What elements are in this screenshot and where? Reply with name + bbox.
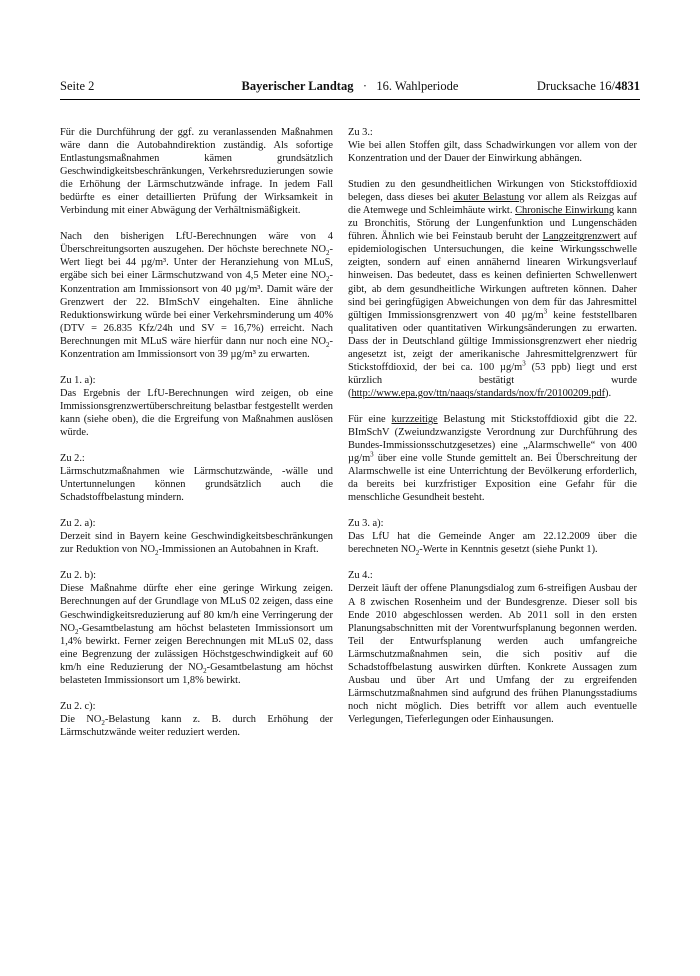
epa-link[interactable]: http://www.epa.gov/ttn/naaqs/standards/nox/fr/20100209.pdf	[351, 387, 606, 399]
answer-2b-title: Zu 2. b):	[60, 570, 97, 582]
term-chronische-einwirkung: Chronische Einwirkung	[515, 205, 615, 217]
left-column	[60, 126, 333, 752]
paragraph-short-term: Für eine kurzzeitige Belastung mit Stickstoffdioxid gibt die 22. BImSchV (Zweiundzwanzigste Verordnung zur Durchführung des Bundes-Immissionsschutzgesetzes) eine „Alarmschwelle“ von 400 $\mu g/m^3$ über eine volle Stunde gemittelt an. Bei Überschreitung der Alarmschwelle ist eine Unterrichtung der Bevölkerung erforderlich, da bereits bei kurzfristiger Exposition eine Gefahr für die menschliche Gesundheit besteht.	[348, 413, 638, 504]
answer-4-title: Zu 4.:	[348, 570, 373, 582]
answer-3a-title: Zu 3. a):	[348, 518, 384, 530]
answer-2b-text: Diese Maßnahme dürfte eher eine geringe Wirkung zeigen. Berechnungen auf der Grundlage von MLuS 02 zeigen, dass eine Geschwindigkeitsreduzierung auf 80 km/h eine Verringerung der $NO_2$-Gesamtbelastung am höchst belasteten Immissionsort um 1,4% bewirkt. Ferner zeigen Berechnungen mit MLuS 02, dass eine Begrenzung der zulässigen Höchstgeschwindigkeit auf 60 km/h eine Reduzierung der $NO_2$-Gesamtbelastung am höchst belasteten Immissionsort um 1,8% bewirkt.	[60, 583, 333, 686]
right-column	[348, 126, 637, 739]
page-number: Seite 2	[60, 79, 95, 93]
paragraph-health-effects: Studien zu den gesundheitlichen Wirkungen von Stickstoffdioxid belegen, dass dieses bei akuter Belastung vor allem als Reizgas auf die Atemwege und Schleimhäute wirkt. Chronische Einwirkung kann zu Bronchitis, Störung der Lungenfunktion und Lungenschäden führen. Ähnlich wie bei Feinstaub beruht der Langzeitgrenzwert auf epidemiologischen Untersuchungen, die keine Wirkungsschwelle zeigten, sondern auf einen annähernd linearen Wirkungsverlauf hinweisen. Das bedeutet, dass es keinen definierten Schwellenwert gibt, ab dem gesundheitliche Wirkungen auftreten können. Daher sind bei geringfügigen Abweichungen von dem für das Jahresmittel gültigen Immissionsgrenzwert von 40 $\mu g/m^3$ keine feststellbaren qualitativen oder quantitativen Wirkungsänderungen zu erwarten. Dass der in Deutschland gültige Immissionsgrenzwert eher niedrig angesetzt ist, zeigt der amerikanische Jahresmittelgrenzwert für Stickstoffdioxid, der bei ca. 100 $\mu g/m^3$ (53 ppb) liegt und erst kürzlich bestätigt wurde (http://www.epa.gov/ttn/naaqs/standards/nox/fr/20100209.pdf).	[348, 179, 638, 399]
answer-1a-text: Das Ergebnis der LfU-Berechnungen wird zeigen, ob eine Immissionsgrenzwertüberschreitung belastbar festgestellt werden kann (siehe oben), die die Ergreifung von Maßnahmen auslösen würde.	[60, 387, 333, 438]
answer-3	[348, 126, 637, 165]
term-akute-belastung: akuter Belastung	[453, 192, 525, 204]
answer-2	[60, 452, 333, 504]
answer-2a-text: Derzeit sind in Bayern keine Geschwindigkeitsbeschränkungen zur Reduktion von $NO_2$-Immissionen an Autobahnen in Kraft.	[60, 531, 333, 558]
header-separator: ·	[362, 79, 367, 93]
parliament-name: Bayerischer Landtag	[241, 79, 354, 93]
paragraph-measures: Für die Durchführung der ggf. zu veranlassenden Maßnahmen wäre dann die Autobahndirektion zuständig. Als sofortige Entlastungsmaßnahmen kämen grundsätzlich Geschwindigkeitsbeschränkungen, Verkehrsreduzierungen sowie die Erhöhung der Lärmschutzwände infrage. In jedem Fall bedürfte es einer detaillierten Prüfung der Wirksamkeit in Verbindung mit einer Abwägung der Verhältnismäßigkeit.	[60, 127, 333, 217]
answer-2a	[60, 517, 333, 556]
answer-2b	[60, 569, 333, 686]
answer-2-title: Zu 2.:	[60, 453, 85, 465]
answer-2c	[60, 700, 333, 739]
answer-2c-text: Die $NO_2$-Belastung kann z. B. durch Erhöhung der Lärmschutzwände weiter reduziert werden.	[60, 713, 333, 738]
header-rule	[60, 99, 640, 100]
answer-1a	[60, 374, 333, 439]
answer-3a	[348, 517, 637, 556]
answer-1a-title: Zu 1. a):	[60, 374, 96, 386]
answer-2a-title: Zu 2. a):	[60, 518, 96, 530]
answer-3-title: Zu 3.:	[348, 127, 373, 138]
term-langzeitgrenzwert: Langzeitgrenzwert	[542, 231, 621, 243]
answer-2-text: Lärmschutzmaßnahmen wie Lärmschutzwände, -wälle und Untertunnelungen können grundsätzlich auch die Schadstoffbelastung mindern.	[60, 466, 333, 504]
page-header	[60, 77, 640, 95]
answer-4	[348, 569, 637, 726]
legislative-period: 16. Wahlperiode	[376, 79, 459, 93]
paragraph-calculations: Nach den bisherigen LfU-Berechnungen wäre von 4 Überschreitungsorten auszugehen. Der höchste berechnete $NO_2$-Wert liegt bei 44 µg/m³. Unter der Heranziehung von MLuS, ergäbe sich bei einer Lärmschutzwand von 4,5 Meter eine $NO_2$-Konzentration am Immissionsort von 40 µg/m³. Damit wäre der Grenzwert der 22. BImSchV eingehalten. Eine ähnliche Reduktionswirkung würde bei einer Verkehrsminderung um 40% (DTV = 26.835 Kfz/24h und SV = 16,7%) erreicht. Nach Berechnungen mit MLuS wäre hierfür dann nur noch eine $NO_2$-Konzentration am Immissionsort von 39 µg/m³ zu erwarten.	[60, 231, 333, 360]
document-number: Drucksache 16/4831	[536, 79, 640, 93]
term-kurzzeitige: kurzzeitige	[391, 413, 438, 425]
answer-3a-text: Das LfU hat die Gemeinde Anger am 22.12.2009 über die berechneten $NO_2$-Werte in Kenntnis gesetzt (siehe Punkt 1).	[348, 531, 637, 558]
answer-3-text: Wie bei allen Stoffen gilt, dass Schadwirkungen vor allem von der Konzentration und der Dauer der Einwirkung abhängen.	[348, 140, 637, 165]
answer-2c-title: Zu 2. c):	[60, 700, 96, 712]
answer-4-text: Derzeit läuft der offene Planungsdialog zum 6-streifigen Ausbau der A 8 zwischen Rosenheim und der Bundesgrenze. Dieser soll bis Ende 2010 abgeschlossen werden. Ab 2011 soll in den ersten Planungsabschnitten mit der Vorentwurfsplanung begonnen werden. Teil der Entwurfsplanung werden auch umfangreiche Lärmschutzmaßnahmen sein, die sich positiv auf die Schadstoffbelastung auswirken dürften. Konkrete Aussagen zum Ausbau und über Art und Umfang der zu ergreifenden Lärmschutzmaßnahmen sind aufgrund des frühen Planungsstadiums noch nicht möglich. Dies betrifft vor allem auch eventuelle Verlegungen, Tieferlegungen oder Einhausungen.	[348, 583, 637, 725]
